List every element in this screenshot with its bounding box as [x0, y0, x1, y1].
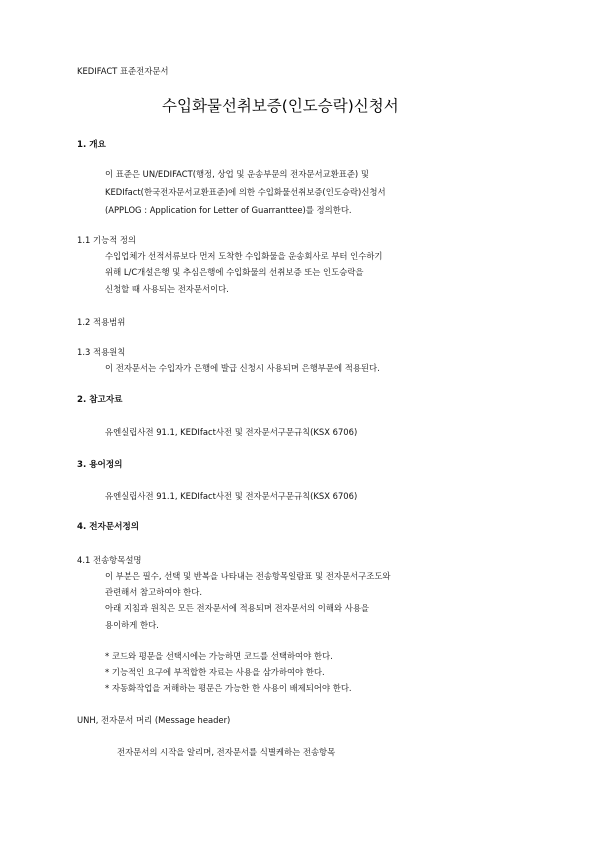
section-4-1-text-line: 아래 지침과 원칙은 모든 전자문서에 적용되며 전자문서의 이해와 사용을 [105, 603, 370, 613]
section-1-3-heading: 1.3 적용원칙 [77, 347, 126, 357]
section-1-text-line: KEDIfact(한국전자문서교환표준)에 의한 수입화물선취보증(인도승락)신청서 [105, 187, 386, 197]
section-4-1-heading: 4.1 전송항목설명 [77, 555, 142, 565]
section-1-text-line: 이 표준은 UN/EDIFACT(행정, 상업 및 운송부문의 전자문서교환표준) 및 [105, 169, 369, 179]
document-title: 수입화물선취보증(인도승락)신청서 [162, 97, 399, 115]
section-1-2-heading: 1.2 적용범위 [77, 317, 126, 327]
document-header: KEDIFACT 표준전자문서 [77, 66, 169, 76]
section-2-text-line: 유엔실립사전 91.1, KEDIfact사전 및 전자문서구문규칙(KSX 6706) [105, 427, 358, 437]
section-1-3-text-line: 이 전자문서는 수입자가 은행에 발급 신청시 사용되며 은행부문에 적용된다. [105, 363, 380, 373]
section-1-1-heading: 1.1 기능적 정의 [77, 235, 137, 245]
guideline-bullet: * 코드와 평문을 선택시에는 가능하면 코드를 선택하여야 한다. [105, 651, 333, 661]
section-3-text-line: 유엔실립사전 91.1, KEDIfact사전 및 전자문서구문규칙(KSX 6706) [105, 491, 358, 501]
section-1-text-line: (APPLOG : Application for Letter of Guarranttee)를 정의한다. [105, 205, 352, 215]
unh-heading: UNH, 전자문서 머리 (Message header) [77, 715, 231, 725]
section-4-1-text-line: 용이하게 한다. [105, 620, 159, 630]
section-4-heading: 4. 전자문서정의 [77, 522, 140, 532]
section-1-1-text-line: 위해 L/C개설은행 및 추심은행에 수입화물의 선취보증 또는 인도승락을 [105, 267, 364, 277]
section-3-heading: 3. 용어정의 [77, 460, 123, 470]
section-1-1-text-line: 수입업체가 선적서류보다 먼저 도착한 수입화물을 운송회사로 부터 인수하기 [105, 251, 383, 261]
unh-text-line: 전자문서의 시작을 알리며, 전자문서를 식별케하는 전송항목 [117, 747, 336, 757]
section-4-1-text-line: 관련해서 참고하여야 한다. [105, 587, 202, 597]
section-2-heading: 2. 참고자료 [77, 395, 123, 405]
section-1-1-text-line: 신청할 때 사용되는 전자문서이다. [105, 284, 229, 294]
section-4-1-text-line: 이 부분은 필수, 선택 및 반복을 나타내는 전송항목일람표 및 전자문서구조도와 [105, 571, 391, 581]
guideline-bullet: * 기능적인 요구에 부적합한 자료는 사용을 삼가하여야 한다. [105, 667, 325, 677]
guideline-bullet: * 자동화작업을 저해하는 평문은 가능한 한 사용이 배제되어야 한다. [105, 683, 352, 693]
section-1-heading: 1. 개요 [77, 140, 106, 150]
